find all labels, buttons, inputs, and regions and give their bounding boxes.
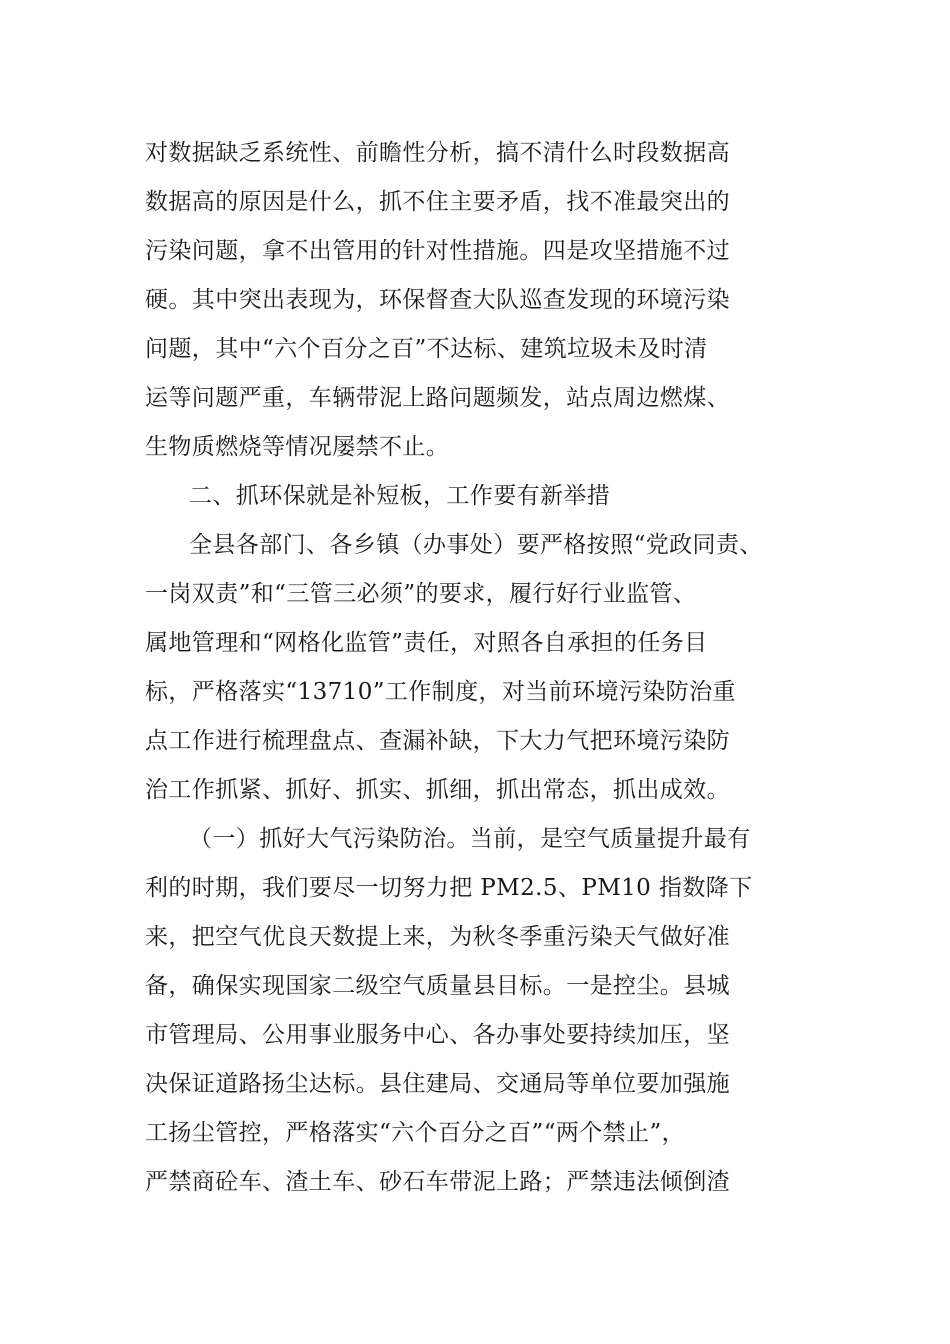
text-line: 来，把空气优良天数提上来，为秋冬季重污染天气做好准	[145, 924, 730, 950]
text-line: 数据高的原因是什么，抓不住主要矛盾，找不准最突出的	[145, 189, 730, 215]
text-line: 治工作抓紧、抓好、抓实、抓细，抓出常态，抓出成效。	[145, 777, 730, 803]
text-line: 污染问题，拿不出管用的针对性措施。四是攻坚措施不过	[145, 238, 730, 264]
text-line: 运等问题严重，车辆带泥上路问题频发，站点周边燃煤、	[145, 385, 730, 411]
text-line: 利的时期，我们要尽一切努力把 PM2.5、PM10 指数降下	[145, 875, 753, 901]
text-line: 属地管理和“网格化监管”责任，对照各自承担的任务目	[145, 630, 708, 656]
section-heading: 二、抓环保就是补短板，工作要有新举措	[189, 483, 611, 509]
text-line: 点工作进行梳理盘点、查漏补缺，下大力气把环境污染防	[145, 728, 730, 754]
text-line: 工扬尘管控，严格落实“六个百分之百”“两个禁止”，	[145, 1120, 686, 1146]
text-line: 市管理局、公用事业服务中心、各办事处要持续加压，坚	[145, 1022, 730, 1048]
text-line: 决保证道路扬尘达标。县住建局、交通局等单位要加强施	[145, 1071, 730, 1097]
text-line: 一岗双责”和“三管三必须”的要求，履行好行业监管、	[145, 581, 697, 607]
subsection-first-line: （一）抓好大气污染防治。当前，是空气质量提升最有	[189, 826, 751, 852]
text-line: 对数据缺乏系统性、前瞻性分析，搞不清什么时段数据高	[145, 140, 730, 166]
text-line: 问题，其中“六个百分之百”不达标、建筑垃圾未及时清	[145, 336, 708, 362]
text-line: 严禁商砼车、渣土车、砂石车带泥上路；严禁违法倾倒渣	[145, 1169, 730, 1195]
text-line: 备，确保实现国家二级空气质量县目标。一是控尘。县城	[145, 973, 730, 999]
text-line: 标，严格落实“13710”工作制度，对当前环境污染防治重	[145, 679, 736, 705]
text-line: 硬。其中突出表现为，环保督查大队巡查发现的环境污染	[145, 287, 730, 313]
text-line: 生物质燃烧等情况屡禁不止。	[145, 434, 450, 460]
paragraph-first-line: 全县各部门、各乡镇（办事处）要严格按照“党政同责、	[189, 532, 763, 558]
